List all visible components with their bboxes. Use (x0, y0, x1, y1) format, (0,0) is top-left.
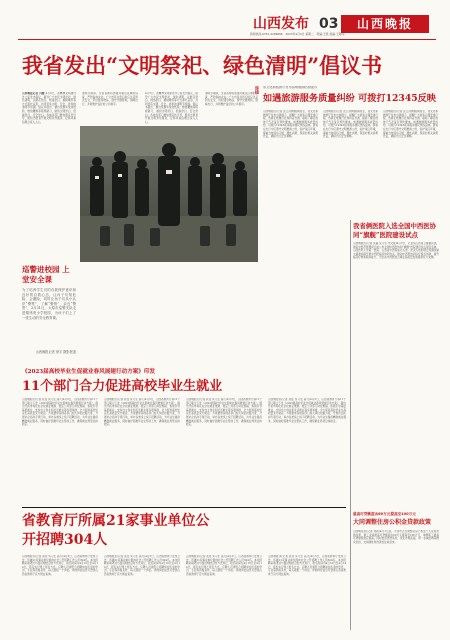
sidebar-top-body-col1: 山西晚报讯(记者 张云)清明假期将至，省文化和旅游厅发布出游提示，提醒广大游客合理安排行程，选择正规旅行社和持证导游，提前了解目的地天气及景区预约要求。如遇旅游服务质量纠纷，可拨打12345政务服务便民热线反映。游客在出行中应遵守文明旅游公约，爱护景区环境，尊重当地风俗习惯，理性消费，保留好相关消费凭证，确保出行安全顺畅。 (263, 110, 318, 139)
sidebar-mid-body: 山西晚报讯(记者 张磊 实习生 代文森)4月3日，记者从山西省卫健委获悉，国家中医药管理局日前公布全国中西医协同“旗舰”医院建设试点项目名单，山西医科大学第一医院、山西省中医院成功入选。此次入选的项目将围绕重大疑难疾病开展中西医临床协同攻关，推动中西医协同诊疗模式创新，提升临床疗效和服务能力，为全省中西医结合事业高质量发展提供有力支撑。 (353, 242, 439, 260)
photo-credit: 山西晚报记者 徐宇 摄影报道 (35, 350, 76, 354)
photo-caption (22, 265, 76, 365)
police-photo (80, 126, 258, 262)
story3-body-col1: 山西晚报讯(记者 武佳 实习生 高凡)4月3日，山西省教育厅发布公告，所属21家事业单位面向社会公开招聘工作人员304名。本次招聘采取笔试与面试相结合的方式进行，报名时间为4月10日至4月14日，报名实行网上报名方式。应聘人员须符合招聘岗位所需的学历、专业等资格条件，每人限报一个岗位。详细岗位信息可登录山西省教育厅官方网站查询。 (22, 555, 98, 576)
vertical-divider (350, 220, 351, 630)
sidebar-top-body-col3: 山西晚报讯(记者 张云)清明假期将至，省文化和旅游厅发布出游提示，提醒广大游客合理安排行程，选择正规旅行社和持证导游，提前了解目的地天气及景区预约要求。如遇旅游服务质量纠纷，可拨打12345政务服务便民热线反映。游客在出行中应遵守文明旅游公约，爱护景区环境，尊重当地风俗习惯，理性消费，保留好相关消费凭证，确保出行安全顺畅。 (383, 110, 438, 139)
sidebar-top-headline: 如遇旅游服务质量纠纷 可拨打12345反映 (263, 93, 436, 104)
story3-headline: 省教育厅所属21家事业单位公开招聘304人 (22, 513, 210, 548)
story2-body-col1: 山西晚报讯(记者 武佳 实习生 高凡)4月3日，山西省教育厅等11个部门联合下发《2023届高校毕业生促就业春风展翅行动方案》，提出开拓市场化社会化就业渠道、稳定公共部门岗位规模、积极引导基层就业、支持自主创业和灵活就业等多项举措，全力促进高校毕业生高质量充分就业。方案要求各地各部门加大岗位挖掘力度，开展访企拓岗专项行动，举办各类线上线下招聘活动，为毕业生提供精准就业服务，同时做好困难毕业生帮扶工作，确保就业局势总体稳定。 (22, 398, 98, 427)
story3-body-col4: 山西晚报讯(记者 武佳 实习生 高凡)4月3日，山西省教育厅发布公告，所属21家事业单位面向社会公开招聘工作人员304名。本次招聘采取笔试与面试相结合的方式进行，报名时间为4月10日至4月14日，报名实行网上报名方式。应聘人员须符合招聘岗位所需的学历、专业等资格条件，每人限报一个岗位。详细岗位信息可登录山西省教育厅官方网站查询。 (268, 555, 346, 576)
lead-body-col3: 4月3日，省精神文明建设办公室发出倡议，倡导广大市民文明祭祀、绿色清明，以鲜花祭扫、网络祭扫、植树缅怀等方式寄托哀思，共同营造文明、安全、祥和的清明节氛围。倡议书提出，要自觉摒弃焚烧纸钱、燃放鞭炮等陈规陋习，做到文明祭扫、低碳祭扫、安全祭扫。各地各部门要加强宣传引导，组织志愿者开展文明劝导服务，让移风易俗理念深入人心。 (145, 92, 198, 124)
lead-headline: 我省发出“文明祭祀、绿色清明”倡议书 (22, 53, 383, 78)
sidebar-top-body-col2: 山西晚报讯(记者 张云)清明假期将至，省文化和旅游厅发布出游提示，提醒广大游客合理安排行程，选择正规旅行社和持证导游，提前了解目的地天气及景区预约要求。如遇旅游服务质量纠纷，可拨打12345政务服务便民热线反映。游客在出行中应遵守文明旅游公约，爱护景区环境，尊重当地风俗习惯，理性消费，保留好相关消费凭证，确保出行安全顺畅。 (323, 110, 378, 139)
sidebar-mid-headline: 我省俩医院入选全国中西医协同“旗舰”医院建设试点 (353, 222, 437, 239)
story2-body-col3: 山西晚报讯(记者 武佳 实习生 高凡)4月3日，山西省教育厅等11个部门联合下发《2023届高校毕业生促就业春风展翅行动方案》，提出开拓市场化社会化就业渠道、稳定公共部门岗位规模、积极引导基层就业、支持自主创业和灵活就业等多项举措，全力促进高校毕业生高质量充分就业。方案要求各地各部门加大岗位挖掘力度，开展访企拓岗专项行动，举办各类线上线下招聘活动，为毕业生提供精准就业服务，同时做好困难毕业生帮扶工作，确保就业局势总体稳定。 (186, 398, 262, 427)
sidebar-bottom-kicker: 最高可贷额度由60万元提高至100万元 (353, 512, 416, 516)
caption-title: 巡警进校园 上堂安全课 (22, 265, 70, 284)
story2-body-col4: 山西晚报讯(记者 武佳 实习生 高凡)4月3日，山西省教育厅等11个部门联合下发《2023届高校毕业生促就业春风展翅行动方案》，提出开拓市场化社会化就业渠道、稳定公共部门岗位规模、积极引导基层就业、支持自主创业和灵活就业等多项举措，全力促进高校毕业生高质量充分就业。方案要求各地各部门加大岗位挖掘力度，开展访企拓岗专项行动，举办各类线上线下招聘活动，为毕业生提供精准就业服务，同时做好困难毕业生帮扶工作，确保就业局势总体稳定。 (268, 398, 346, 423)
masthead-rule (18, 39, 436, 40)
sidebar-bottom-headline: 大同调整住房公积金贷款政策 (353, 519, 432, 526)
story2-headline: 11个部门合力促进高校毕业生就业 (22, 379, 223, 394)
section-label: 连线 (255, 86, 260, 94)
story2-body-col2: 山西晚报讯(记者 武佳 实习生 高凡)4月3日，山西省教育厅等11个部门联合下发《2023届高校毕业生促就业春风展翅行动方案》，提出开拓市场化社会化就业渠道、稳定公共部门岗位规模、积极引导基层就业、支持自主创业和灵活就业等多项举措，全力促进高校毕业生高质量充分就业。方案要求各地各部门加大岗位挖掘力度，开展访企拓岗专项行动，举办各类线上线下招聘活动，为毕业生提供精准就业服务，同时做好困难毕业生帮扶工作，确保就业局势总体稳定。 (104, 398, 180, 427)
lead-body-col2: 清明节期间，全省各地将加强对重点区域的巡查，严防森林火灾。广大市民在祭扫时应注意防火安全，带好随身物品，遵守交通规则，错峰出行，共同维护良好的公共秩序。 (82, 92, 138, 106)
story3-body-col2: 山西晚报讯(记者 武佳 实习生 高凡)4月3日，山西省教育厅发布公告，所属21家事业单位面向社会公开招聘工作人员304名。本次招聘采取笔试与面试相结合的方式进行，报名时间为4月10日至4月14日，报名实行网上报名方式。应聘人员须符合招聘岗位所需的学历、专业等资格条件，每人限报一个岗位。详细岗位信息可登录山西省教育厅官方网站查询。 (104, 555, 180, 576)
photo-illustration (80, 126, 258, 262)
caption-body: 为了培养学生们的自我保护意识和良好的自救心态，让孩子们知危险、会避险，同时让孩子们从小认识“警察”，了解“警察”，亲近“警察”，3月31日，太原市巡警支队走进锦绣苑小学校园，为孩子们上了一堂生动的安全教育课。 (22, 288, 76, 320)
page-number: 03 (319, 16, 339, 32)
masthead-info (250, 32, 440, 36)
lead-kicker: 山西晚报记者 冯雁 (22, 92, 45, 95)
sidebar-top-kicker: 省文化和旅游厅发布清明假期出游提示 (263, 86, 318, 89)
lead-body-col4: 清明节期间，全省各地将加强对重点区域的巡查，严防森林火灾。广大市民在祭扫时应注意防火安全，带好随身物品，遵守交通规则，错峰出行，共同维护良好的公共秩序。 (205, 92, 258, 106)
section-divider (22, 507, 346, 508)
newspaper-logo: 山西晚报 (341, 15, 429, 33)
lead-body: 4月3日，省精神文明建设办公室发出倡议，倡导广大市民文明祭祀、绿色清明，以鲜花祭扫、网络祭扫、植树缅怀等方式寄托哀思，共同营造文明、安全、祥和的清明节氛围。倡议书提出，要自觉摒弃焚烧纸钱、燃放鞭炮等陈规陋习，做到文明祭扫、低碳祭扫、安全祭扫。各地各部门要加强宣传引导，组织志愿者开展文明劝导服务，让移风易俗理念深入人心。 (22, 92, 76, 124)
section-name: 山西发布 (253, 16, 309, 32)
story2-kicker: 《2023届高校毕业生促就业春风展翅行动方案》印发 (22, 369, 156, 375)
story3-body-col3: 山西晚报讯(记者 武佳 实习生 高凡)4月3日，山西省教育厅发布公告，所属21家事业单位面向社会公开招聘工作人员304名。本次招聘采取笔试与面试相结合的方式进行，报名时间为4月10日至4月14日，报名实行网上报名方式。应聘人员须符合招聘岗位所需的学历、专业等资格条件，每人限报一个岗位。详细岗位信息可登录山西省教育厅官方网站查询。 (186, 555, 262, 576)
sidebar-bottom-body: 山西晚报讯(记者 刘新)4月1日起，大同市正式调整住房公积金个人住房贷款政策，职工家庭最高可贷额度由60万元提高至100万元，单缴职工最高可贷额度相应提高。同时放宽贷款条件，优化办理流程，进一步减轻购房群众负担，支持刚性和改善性住房需求。 (353, 530, 439, 544)
issue-date: 2023年4月4日 星期二 (285, 32, 314, 36)
lead-body-col1 (22, 92, 76, 262)
hotline: 新闻热线:0351-4286666 (250, 32, 283, 36)
editor-credits: 责编:王凯 美编:王陈明 (316, 32, 345, 36)
